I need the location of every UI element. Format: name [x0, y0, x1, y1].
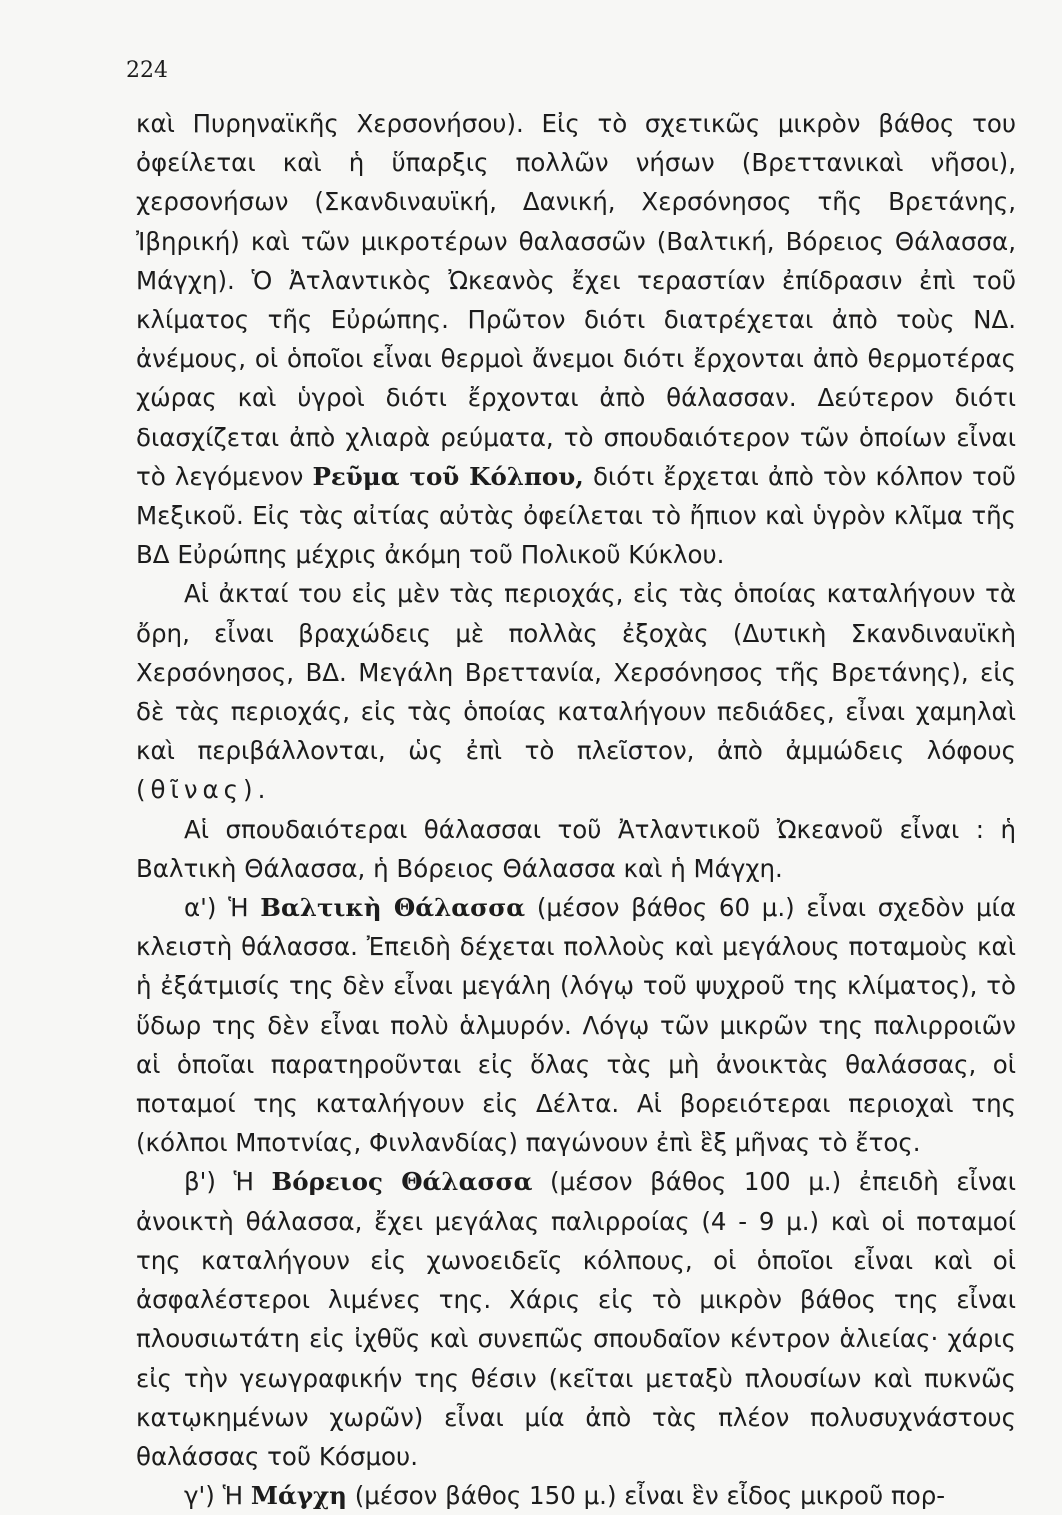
term-gulf-stream: Ρεῦμα τοῦ Κόλπου,: [312, 461, 584, 491]
paragraph-north-sea: [136, 1162, 1016, 1476]
text-run: (μέσον βάθος 100 μ.) ἐπειδὴ εἶναι ἀνοικτὴ θάλασσα, ἔχει μεγάλας παλιρροίας (4 - 9 μ.) καὶ οἱ ποταμοί της καταλήγουν εἰς χωνοειδεῖς κόλπους, οἱ ὁποῖοι εἶναι καὶ οἱ ἀσφαλέστεροι λιμένες της. Χάρις εἰς τὸ μικρὸν βάθος της εἶναι πλουσιωτάτη εἰς ἰχθῦς καὶ συνεπῶς σπουδαῖον κέντρον ἁλιείας· χάρις εἰς τὴν γεωγραφικήν της θέσιν (κεῖται μεταξὺ πλουσίων καὶ πυκνῶς κατῳκημένων χωρῶν) εἶναι μία ἀπὸ τὰς πλέον πολυσυχνάστους θαλάσσας τοῦ Κόσμου.: [136, 1167, 1016, 1471]
text-run: καὶ Πυρηναϊκῆς Χερσονήσου). Εἰς τὸ σχετικῶς μικρὸν βάθος του ὀφείλεται καὶ ἡ ὕπαρξις πολλῶν νήσων (Βρεττανικαὶ νῆσοι), χερσονήσων (Σκανδιναυϊκή, Δανική, Χερσόνησος τῆς Βρετάνης, Ἰβηρική) καὶ τῶν μικροτέρων θαλασσῶν (Βαλτική, Βόρειος Θάλασσα, Μάγχη). Ὁ Ἀτλαντικὸς Ὠκεανὸς ἔχει τεραστίαν ἐπίδρασιν ἐπὶ τοῦ κλίματος τῆς Εὐρώπης. Πρῶτον διότι διατρέχεται ἀπὸ τοὺς ΝΔ. ἀνέμους, οἱ ὁποῖοι εἶναι θερμοὶ ἄνεμοι διότι ἔρχονται ἀπὸ θερμοτέρας χώρας καὶ ὑγροὶ διότι ἔρχονται ἀπὸ θάλασσαν. Δεύτερον διότι διασχίζεται ἀπὸ χλιαρὰ ρεύματα, τὸ σπουδαιότερον τῶν ὁποίων εἶναι τὸ λεγόμενον: [136, 109, 1016, 491]
text-run: .: [257, 775, 266, 805]
text-run: (μέσον βάθος 60 μ.) εἶναι σχεδὸν μία κλειστὴ θάλασσα. Ἐπειδὴ δέχεται πολλοὺς καὶ μεγάλους ποταμοὺς καὶ ἡ ἐξάτμισίς της δὲν εἶναι μεγάλη (λόγῳ τοῦ ψυχροῦ της κλίματος), τὸ ὕδωρ της δὲν εἶναι πολὺ ἁλμυρόν. Λόγῳ τῶν μικρῶν της παλιρροιῶν αἱ ὁποῖαι παρατηροῦνται εἰς ὅλας τὰς μὴ ἀνοικτὰς θαλάσσας, οἱ ποταμοί της καταλήγουν εἰς Δέλτα. Αἱ βορειότεραι περιοχαὶ της (κόλποι Μποτνίας, Φινλανδίας) παγώνουν ἐπὶ ἓξ μῆνας τὸ ἔτος.: [136, 893, 1016, 1158]
term-dunes: (θῖνας): [136, 775, 258, 805]
text-run: (μέσον βάθος 150 μ.) εἶναι ἓν εἶδος μικροῦ πορ-: [346, 1481, 946, 1511]
paragraph-atlantic-climate: [136, 104, 1016, 574]
text-run: Αἱ ἀκταί του εἰς μὲν τὰς περιοχάς, εἰς τὰς ὁποίας καταλήγουν τὰ ὄρη, εἶναι βραχώδεις μὲ πολλὰς ἐξοχὰς (Δυτικὴ Σκανδιναυϊκὴ Χερσόνησος, ΒΔ. Μεγάλη Βρεττανία, Χερσόνησος τῆς Βρετάνης), εἰς δὲ τὰς περιοχάς, εἰς τὰς ὁποίας καταλήγουν πεδιάδες, εἶναι χαμηλαὶ καὶ περιβάλλονται, ὡς ἐπὶ τὸ πλεῖστον, ἀπὸ ἀμμώδεις λόφους: [136, 579, 1016, 766]
body-text: [136, 104, 1016, 1515]
term-english-channel: Μάγχη: [250, 1481, 347, 1511]
paragraph-coasts: [136, 574, 1016, 809]
paragraph-baltic-sea: [136, 888, 1016, 1162]
text-run: διότι ἔρχεται ἀπὸ τὸν κόλπον τοῦ Μεξικοῦ. Εἰς τὰς αἰτίας αὐτὰς ὀφείλεται τὸ ἤπιον καὶ ὑγρὸν κλῖμα τῆς ΒΔ Εὐρώπης μέχρις ἀκόμη τοῦ Πολικοῦ Κύκλου.: [136, 461, 1016, 570]
text-run: γ') Ἡ: [184, 1481, 251, 1511]
page-number: 224: [126, 58, 168, 83]
text-run: Αἱ σπουδαιότεραι θάλασσαι τοῦ Ἀτλαντικοῦ Ὠκεανοῦ εἶναι : ἡ Βαλτικὴ Θάλασσα, ἡ Βόρειος Θάλασσα καὶ ἡ Μάγχη.: [136, 814, 1016, 883]
paragraph-english-channel: [136, 1476, 1016, 1515]
paragraph-main-seas: [136, 810, 1016, 888]
text-run: α') Ἡ: [184, 893, 261, 923]
term-baltic-sea: Βαλτικὴ Θάλασσα: [260, 893, 526, 923]
term-north-sea: Βόρειος Θάλασσα: [271, 1167, 533, 1197]
text-run: β') Ἡ: [184, 1167, 272, 1197]
